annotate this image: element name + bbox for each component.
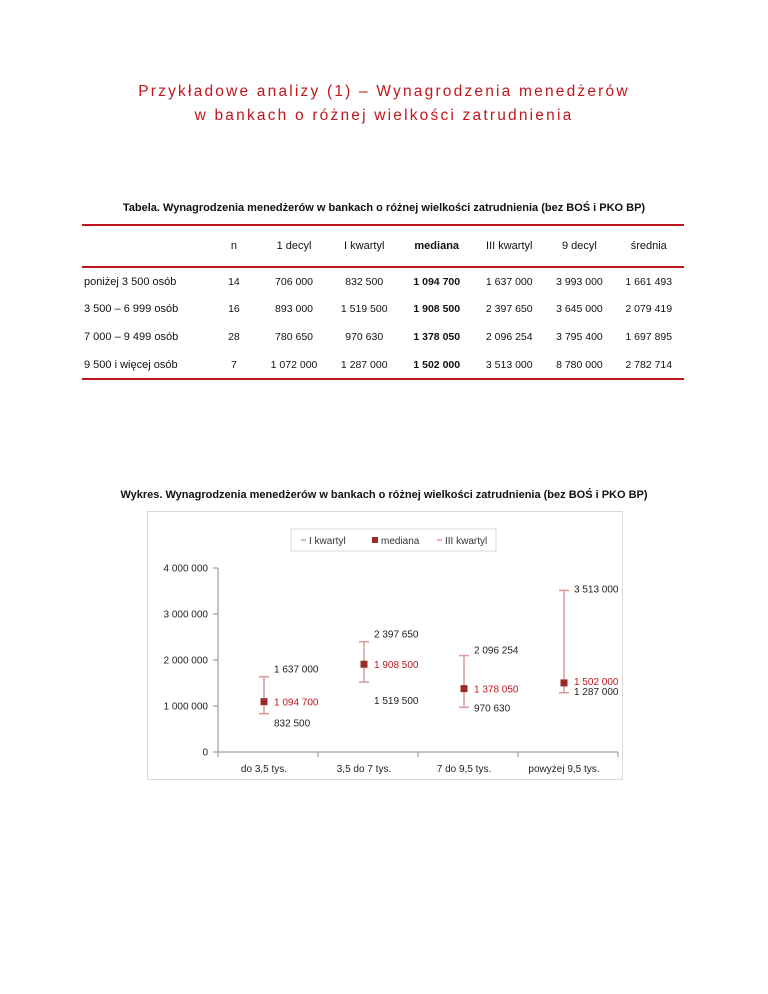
table-cell: 28 <box>228 331 240 343</box>
median-marker <box>361 661 368 668</box>
table-cell: 16 <box>228 303 240 315</box>
table-row <box>82 323 684 351</box>
table-cell: 8 780 000 <box>556 358 603 371</box>
q3-data-label: 1 637 000 <box>274 664 319 676</box>
table-cell: poniżej 3 500 osób <box>84 275 177 288</box>
q3-data-label: 2 397 650 <box>374 629 419 641</box>
table-cell: 3 500 – 6 999 osób <box>84 303 179 315</box>
table-header-cell: III kwartyl <box>486 240 533 252</box>
table-cell: 1 661 493 <box>625 275 673 288</box>
median-data-label: 1 094 700 <box>274 697 319 709</box>
table-row <box>82 267 684 295</box>
legend-marker-square <box>372 537 378 543</box>
table-cell: 832 500 <box>345 275 384 288</box>
y-tick-label: 3 000 000 <box>163 609 208 621</box>
x-tick-label: do 3,5 tys. <box>240 764 288 775</box>
x-tick-label: powyżej 9,5 tys. <box>528 764 600 775</box>
page-title-line1: Przykładowe analizy (1) – Wynagrodzenia menedżerów <box>138 83 630 100</box>
table-row <box>82 351 684 379</box>
table-cell: 9 500 i więcej osób <box>84 358 178 371</box>
table-cell: 1 519 500 <box>340 303 388 315</box>
range-chart <box>148 512 622 779</box>
page-title-line2: w bankach o różnej wielkości zatrudnienia <box>194 107 574 124</box>
table-cell: 3 993 000 <box>556 275 603 288</box>
legend-label: I kwartyl <box>309 536 346 547</box>
table-cell: 7 000 – 9 499 osób <box>84 331 179 343</box>
table-cell: 7 <box>230 358 237 371</box>
y-tick-label: 2 000 000 <box>163 655 208 667</box>
table-header-row <box>82 225 684 267</box>
table-cell: 3 645 000 <box>556 303 603 315</box>
legend-label: mediana <box>381 536 420 547</box>
table-cell: 2 397 650 <box>485 303 533 315</box>
q1-data-label: 1 287 000 <box>574 686 619 698</box>
table-cell: 1 502 000 <box>413 358 461 371</box>
y-tick-label: 4 000 000 <box>163 563 208 575</box>
table-cell: 780 650 <box>275 331 314 343</box>
table-cell: 893 000 <box>275 303 314 315</box>
chart-frame <box>147 511 623 780</box>
table-header-cell: 9 decyl <box>562 240 597 252</box>
table-cell: 1 378 050 <box>413 331 461 343</box>
q3-data-label: 2 096 254 <box>474 645 519 657</box>
table-cell: 14 <box>228 275 240 288</box>
table-cell: 2 079 419 <box>625 303 673 315</box>
table-cell: 1 908 500 <box>413 303 461 315</box>
table-header-cell: średnia <box>630 240 667 252</box>
table-cell: 2 782 714 <box>625 358 673 371</box>
median-data-label: 1 908 500 <box>374 660 419 672</box>
salary-table <box>82 224 684 380</box>
table-cell: 706 000 <box>275 275 314 288</box>
table-cell: 2 096 254 <box>485 331 533 343</box>
table-header-cell: I kwartyl <box>344 240 385 252</box>
q1-data-label: 832 500 <box>274 718 311 730</box>
median-marker <box>461 685 468 692</box>
y-tick-label: 1 000 000 <box>163 701 208 713</box>
table-cell: 1 287 000 <box>340 358 388 371</box>
y-tick-label: 0 <box>202 747 208 759</box>
q1-data-label: 970 630 <box>474 703 511 715</box>
table-row <box>82 295 684 323</box>
q3-data-label: 3 513 000 <box>574 584 619 596</box>
median-marker <box>261 698 268 705</box>
x-tick-label: 7 do 9,5 tys. <box>436 764 492 775</box>
median-data-label: 1 502 000 <box>574 676 619 688</box>
q1-data-label: 1 519 500 <box>374 696 419 708</box>
table-header-cell: 1 decyl <box>276 240 312 252</box>
legend-label: III kwartyl <box>445 536 488 547</box>
table-cell: 3 513 000 <box>485 358 533 371</box>
table-caption: Tabela. Wynagrodzenia menedżerów w bankach o różnej wielkości zatrudnienia (bez BOŚ i PKO BP) <box>122 202 646 214</box>
table-cell: 3 795 400 <box>556 331 603 343</box>
table-cell: 970 630 <box>345 331 384 343</box>
table-cell: 1 072 000 <box>270 358 318 371</box>
table-header-cell: n <box>230 240 237 252</box>
chart-caption: Wykres. Wynagrodzenia menedżerów w bankach o różnej wielkości zatrudnienia (bez BOŚ i PKO BP) <box>120 489 648 501</box>
median-data-label: 1 378 050 <box>474 684 519 696</box>
x-tick-label: 3,5 do 7 tys. <box>336 764 392 775</box>
median-marker <box>561 679 568 686</box>
table-cell: 1 094 700 <box>413 275 461 288</box>
table-header-cell: mediana <box>414 240 460 252</box>
table-cell: 1 637 000 <box>485 275 533 288</box>
table-header-cell <box>82 225 208 267</box>
table-cell: 1 697 895 <box>625 331 673 343</box>
